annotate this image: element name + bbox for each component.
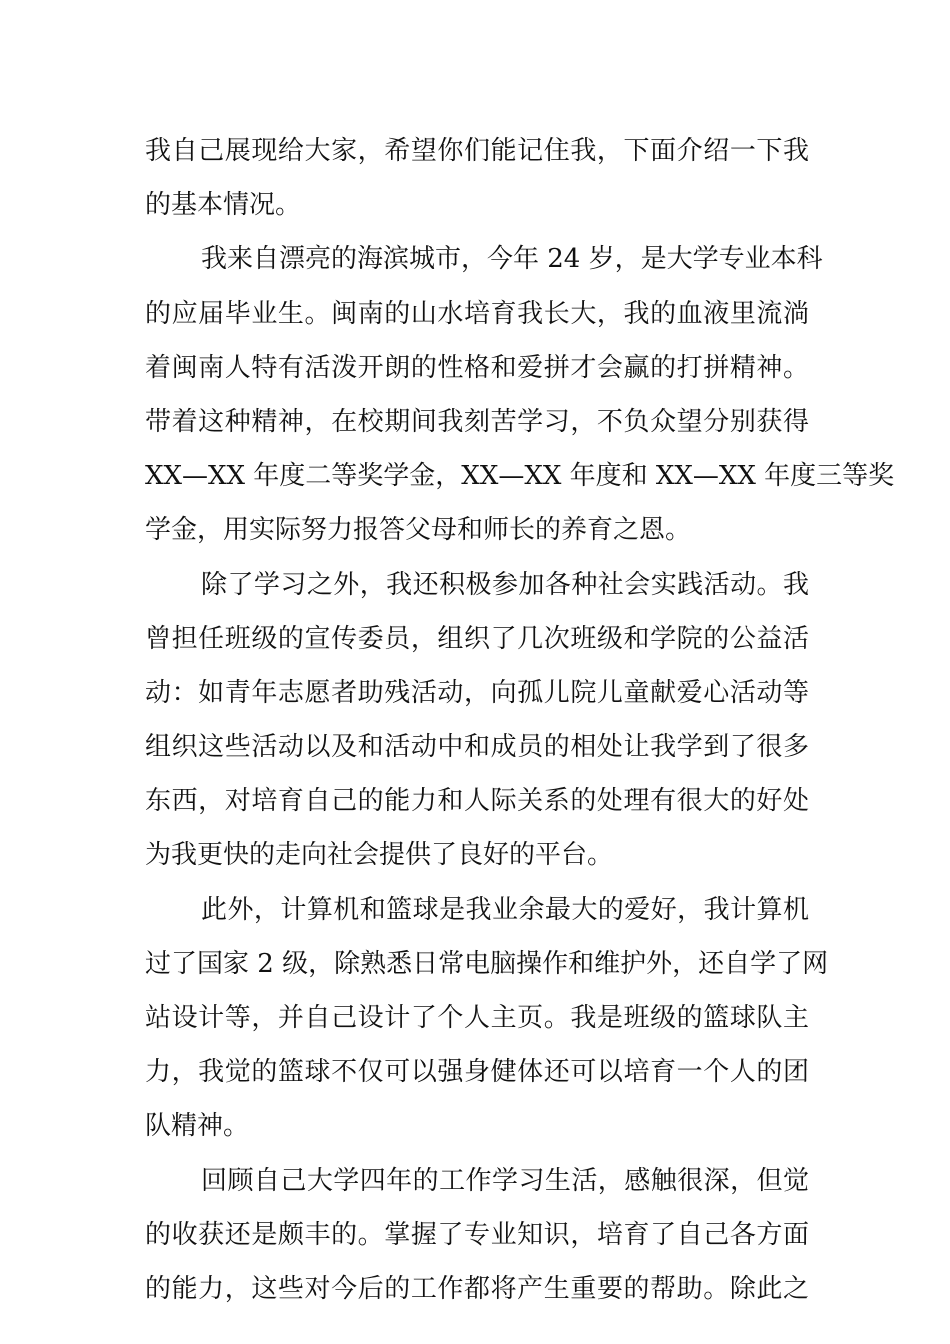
text-line: 我来自漂亮的海滨城市，今年 24 岁，是大学专业本科 [201,244,823,275]
text-line: 东西，对培育自己的能力和人际关系的处理有很大的好处 [145,786,809,817]
body-text [145,124,895,1316]
text-line: 的基本情况。 [145,190,302,221]
text-line: 站设计等，并自己设计了个人主页。我是班级的篮球队主 [145,1003,809,1033]
text-line: 力，我觉的篮球不仅可以强身健体还可以培育一个人的团 [145,1057,809,1088]
text-line: 此外，计算机和篮球是我业余最大的爱好，我计算机 [201,894,809,925]
text-line: 组织这些活动以及和活动中和成员的相处让我学到了很多 [145,732,809,763]
text-line: 学金，用实际努力报答父母和师长的养育之恩。 [145,515,692,546]
text-line: 曾担任班级的宣传委员，组织了几次班级和学院的公益活 [145,623,809,654]
text-line: 带着这种精神，在校期间我刻苦学习，不负众望分别获得 [145,406,809,437]
text-line: 的能力，这些对今后的工作都将产生重要的帮助。除此之 [145,1273,809,1304]
text-line: 的收获还是颇丰的。掌握了专业知识，培育了自己各方面 [145,1219,809,1250]
text-line: 除了学习之外，我还积极参加各种社会实践活动。我 [201,569,809,600]
text-line: 的应届毕业生。闽南的山水培育我长大，我的血液里流淌 [145,298,809,329]
text-line: 着闽南人特有活泼开朗的性格和爱拼才会赢的打拼精神。 [145,352,809,383]
text-line: 我自己展现给大家，希望你们能记住我，下面介绍一下我 [145,136,809,166]
text-line: 回顾自己大学四年的工作学习生活，感触很深，但觉 [201,1165,809,1196]
text-line: 为我更快的走向社会提供了良好的平台。 [145,840,614,871]
text-line: 队精神。 [145,1111,250,1142]
text-line: 过了国家 2 级，除熟悉日常电脑操作和维护外，还自学了网 [145,948,829,979]
text-line: XX—XX 年度二等奖学金，XX—XX 年度和 XX—XX 年度三等奖 [145,461,895,492]
text-line: 动：如青年志愿者助残活动，向孤儿院儿童献爱心活动等 [145,677,809,708]
